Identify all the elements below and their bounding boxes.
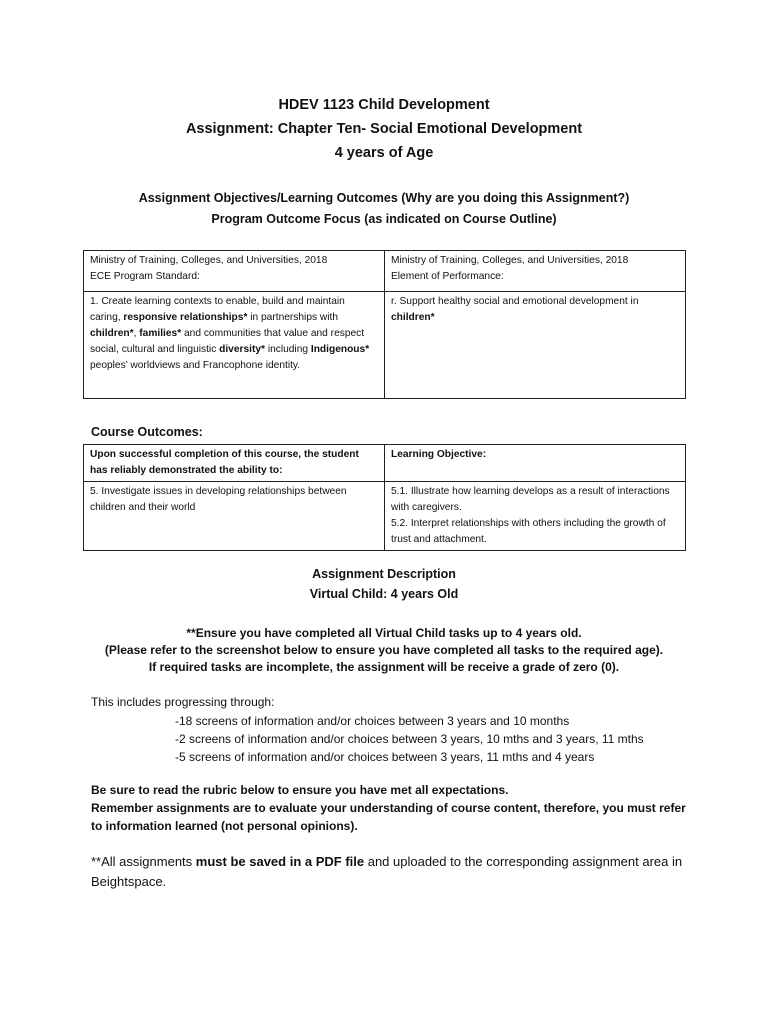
pdf-submission-note [91, 852, 691, 892]
ece-standard-header-cell [84, 251, 385, 292]
notice-line: (Please refer to the screenshot below to ensure you have completed all tasks to the required age). [104, 643, 664, 657]
completion-notice [0, 625, 768, 676]
bold-term: children* [90, 328, 134, 339]
outcome-text-cell: 5. Investigate issues in developing relationships between children and their world [84, 482, 385, 551]
notice-line: If required tasks are incomplete, the assignment will be receive a grade of zero (0). [148, 660, 620, 674]
rubric-line: Be sure to read the rubric below to ensure you have met all expectations. [91, 783, 509, 797]
ministry-label: Ministry of Training, Colleges, and Universities, 2018 [90, 255, 328, 266]
bold-term: responsive relationships* [123, 312, 248, 323]
objectives-line: Assignment Objectives/Learning Outcomes (Why are you doing this Assignment?) [138, 191, 630, 205]
bold-term: families* [139, 328, 182, 339]
table-row [84, 292, 686, 399]
rubric-reminder [91, 781, 691, 835]
bold-term: diversity* [219, 344, 265, 355]
text-run: 1. Create learning contexts to enable, build and maintain caring, [90, 296, 345, 323]
objective-item: 5.1. Illustrate how learning develops as a result of interactions with caregivers. [391, 486, 670, 513]
bold-term: children* [391, 312, 435, 323]
course-title: HDEV 1123 Child Development [278, 97, 490, 113]
text-run: and uploaded to the corresponding assignment area in Beightspace. [91, 854, 683, 889]
virtual-child-heading: Virtual Child: 4 years Old [309, 587, 459, 601]
list-item: -5 screens of information and/or choices between 3 years, 11 mths and 4 years [175, 750, 595, 764]
text-run: , [133, 328, 140, 339]
outcome-header-cell: Upon successful completion of this course, the student has reliably demonstrated the ability to: [84, 445, 385, 482]
table-row [84, 251, 686, 292]
text-run: in partnerships with [247, 312, 339, 323]
progress-intro: This includes progressing through: [91, 695, 275, 709]
text-run: peoples’ worldviews and Francophone identity. [90, 360, 301, 371]
learning-objective-text-cell [385, 482, 686, 551]
text-run: including [264, 344, 311, 355]
progress-list [175, 712, 644, 766]
objective-item: 5.2. Interpret relationships with others including the growth of trust and attachment. [391, 518, 666, 545]
table-row [84, 445, 686, 482]
learning-objective-header-cell: Learning Objective: [385, 445, 686, 482]
course-outcomes-table [83, 444, 686, 551]
list-item: -18 screens of information and/or choices between 3 years and 10 months [175, 714, 570, 728]
assignment-description [0, 564, 768, 604]
text-run: **All assignments [91, 854, 196, 869]
objectives-heading [0, 188, 768, 230]
text-run: r. Support healthy social and emotional development in [391, 296, 639, 307]
element-performance-text-cell [385, 292, 686, 399]
bold-term: Indigenous* [310, 344, 370, 355]
rubric-line: Remember assignments are to evaluate your understanding of course content, therefore, you must refer to information learned (not personal opinions). [91, 801, 686, 833]
assignment-title: Assignment: Chapter Ten- Social Emotional Development [185, 121, 583, 137]
program-standard-table [83, 250, 686, 399]
description-heading: Assignment Description [312, 567, 456, 581]
age-title: 4 years of Age [334, 145, 434, 161]
document-title [0, 93, 768, 165]
text-run: and communities that value and respect social, cultural and linguistic [90, 328, 365, 355]
course-outcomes-heading: Course Outcomes: [91, 425, 203, 439]
bold-term: must be saved in a PDF file [195, 854, 365, 869]
ece-standard-label: ECE Program Standard: [90, 271, 200, 282]
list-item: -2 screens of information and/or choices between 3 years, 10 mths and 3 years, 11 mths [175, 732, 644, 746]
element-performance-label: Element of Performance: [391, 271, 504, 282]
ministry-label: Ministry of Training, Colleges, and Universities, 2018 [391, 255, 629, 266]
ece-standard-text-cell [84, 292, 385, 399]
notice-line: **Ensure you have completed all Virtual Child tasks up to 4 years old. [186, 626, 582, 640]
program-outcome-line: Program Outcome Focus (as indicated on Course Outline) [211, 212, 557, 226]
table-row [84, 482, 686, 551]
element-performance-header-cell [385, 251, 686, 292]
